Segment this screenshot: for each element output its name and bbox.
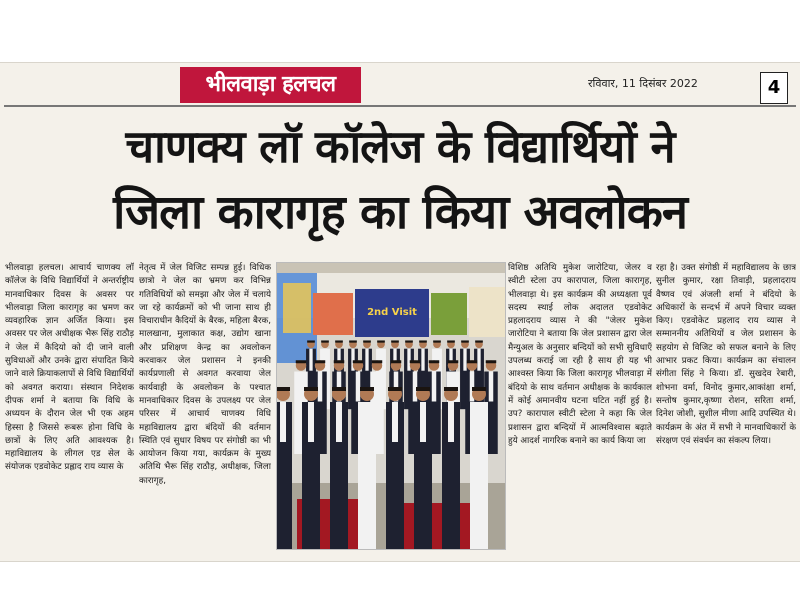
article-column-1: भीलवाड़ा हलचल। आचार्य चाणक्य लॉ कॉलेज के विधि विद्यार्थियों ने अन्तर्राष्ट्रीय मानवाधिकार दिवस के अवसर पर भीलवाड़ा जिला कारागृह का भ्रमण कर व्यवहारिक ज्ञान अर्जित किया। इस अवसर पर जेल अधीक्षक भैरू सिंह राठौड़ ने जेल में कैदियो को दी जाने वाली सुविधाओं और उनके द्वारा संपादित किये जाने वाले क्रियाकलापों से विधि विद्यार्थियों को अवगत कराया। संस्थान निदेशक दीपक शर्मा ने बताया कि विधि के अध्ययन के दौरान जेल भी एक अहम हिस्सा है जिससे रूबरू होना विधि के छात्रों के लिए अति आवश्यक है। महाविद्यालय के लीगल एड सेल के संयोजक एडवोकेट प्रह्लाद राय व्यास के	[5, 263, 134, 473]
student-figure	[302, 387, 320, 549]
student-figure	[277, 387, 292, 549]
group-photo-illustration	[277, 263, 505, 549]
headline-line-1: चाणक्य लॉ कॉलेज के विद्यार्थियों ने	[125, 120, 675, 173]
publication-date: रविवार, 11 दिसंबर 2022	[588, 77, 698, 90]
student-figure	[358, 387, 376, 549]
student-figure	[330, 387, 348, 549]
masthead-rule	[4, 105, 796, 107]
headline-line-2: जिला कारागृह का किया अवलोकन	[113, 185, 687, 240]
group-photo	[276, 262, 506, 550]
student-figure	[470, 387, 488, 549]
page-number: 4	[760, 72, 788, 104]
student-figure	[442, 387, 460, 549]
article-column-4: रहा है। उक्त संगोष्ठी में महाविद्यालय के छात्र सुनील कुमार, रक्षा तिवाड़ी, प्रहलादराय वैष्णव एवं अंजली शर्मा ने बंदियो के अधिकारों के सन्दर्भ में अपने विचार व्यक्त किए। एडवोकेट प्रहलाद राय व्यास ने सम्माननीय अतिथियों व जेल प्रशासन के सहयोग से विजिट को सफल बनाने के लिए आभार प्रकट किया। कार्यक्रम का संचालन संगीता सिंह ने किया। डॉ. सुखदेव रेबारी, शोभना वर्मा, विनोद कुमार,आकांक्षा शर्मा, सन्तोष कुमार,कृष्णा रोशन, सरिता शर्मा, दिनेश जोशी, सुशील मीणा आदि उपस्थित थे। कार्यक्रम के अंत में सभी ने मानवाधिकारों के संरक्षण एवं संवर्धन का संकल्प लिया।	[656, 263, 796, 446]
newspaper-masthead: भीलवाड़ा हलचल	[180, 67, 361, 103]
article-column-3: विशिष्ठ अतिथि मुकेश जारोटिया, जेलर व स्वीटी स्टेला उप कारापाल, जिला कारागृह, भीलवाड़ा थे। इस कार्यक्रम की अध्यक्षता पूर्व सदस्य स्थाई लोक अदालत एडवोकेट प्रहलादराय व्यास ने की "जेलर मुकेश जारोटिया ने बताया कि जेल प्रशासन द्वारा जेल मैन्युअल के अनुसार बन्दियों को सभी सुविधाएँ उपलब्ध कराई जा रही है साथ ही यह भी आश्वस्त किया कि जिला कारागृह भीलवाड़ा में बंदियो के साथ वर्तमान अधीक्षक के कार्यकाल में कोई अमानवीय घटना घटित नहीं हुई है। उप? कारापाल स्वीटी स्टेला ने कहा कि जेल प्रशासन द्वारा बन्दियों में आत्मविश्वास बढ़ाते हुये आदर्श नागरिक बनाने का कार्य किया जा	[508, 263, 652, 446]
article-column-2: नेतृत्व में जेल विजिट सम्पन्न हुई। विधिक छात्रो ने जेल का भ्रमण कर विभिन्न गतिविधियों को समझा और जेल में चलाये जा रहे कार्यक्रमों को भी जाना साथ ही विचाराधीन कैदियों के बैरक, महिला बैरक, मालखाना, मुलाकात कक्ष, उद्योग खाना और प्रशिक्षण केन्द्र का अवलोकन करवाकर जेल प्रशासन ने इनकी कार्यप्रणाली से अवगत करवाया जेल कार्यवाही के अवलोकन के पश्चात मानवाधिकार दिवस के उपलक्ष्य पर जेल परिसर में आचार्य चाणक्य विधि महाविद्यालय द्वारा बंदियों की वर्तमान स्थिति एवं सुधार विषय पर संगोष्ठी का भी आयोजन किया गया, कार्यक्रम के मुख्य अतिथि भैरू सिंह राठौड़, अधीक्षक, जिला कारागृह,	[139, 263, 271, 486]
student-figure	[414, 387, 432, 549]
student-figure	[386, 387, 404, 549]
photo-banner-text: 2nd Visit	[367, 307, 417, 318]
